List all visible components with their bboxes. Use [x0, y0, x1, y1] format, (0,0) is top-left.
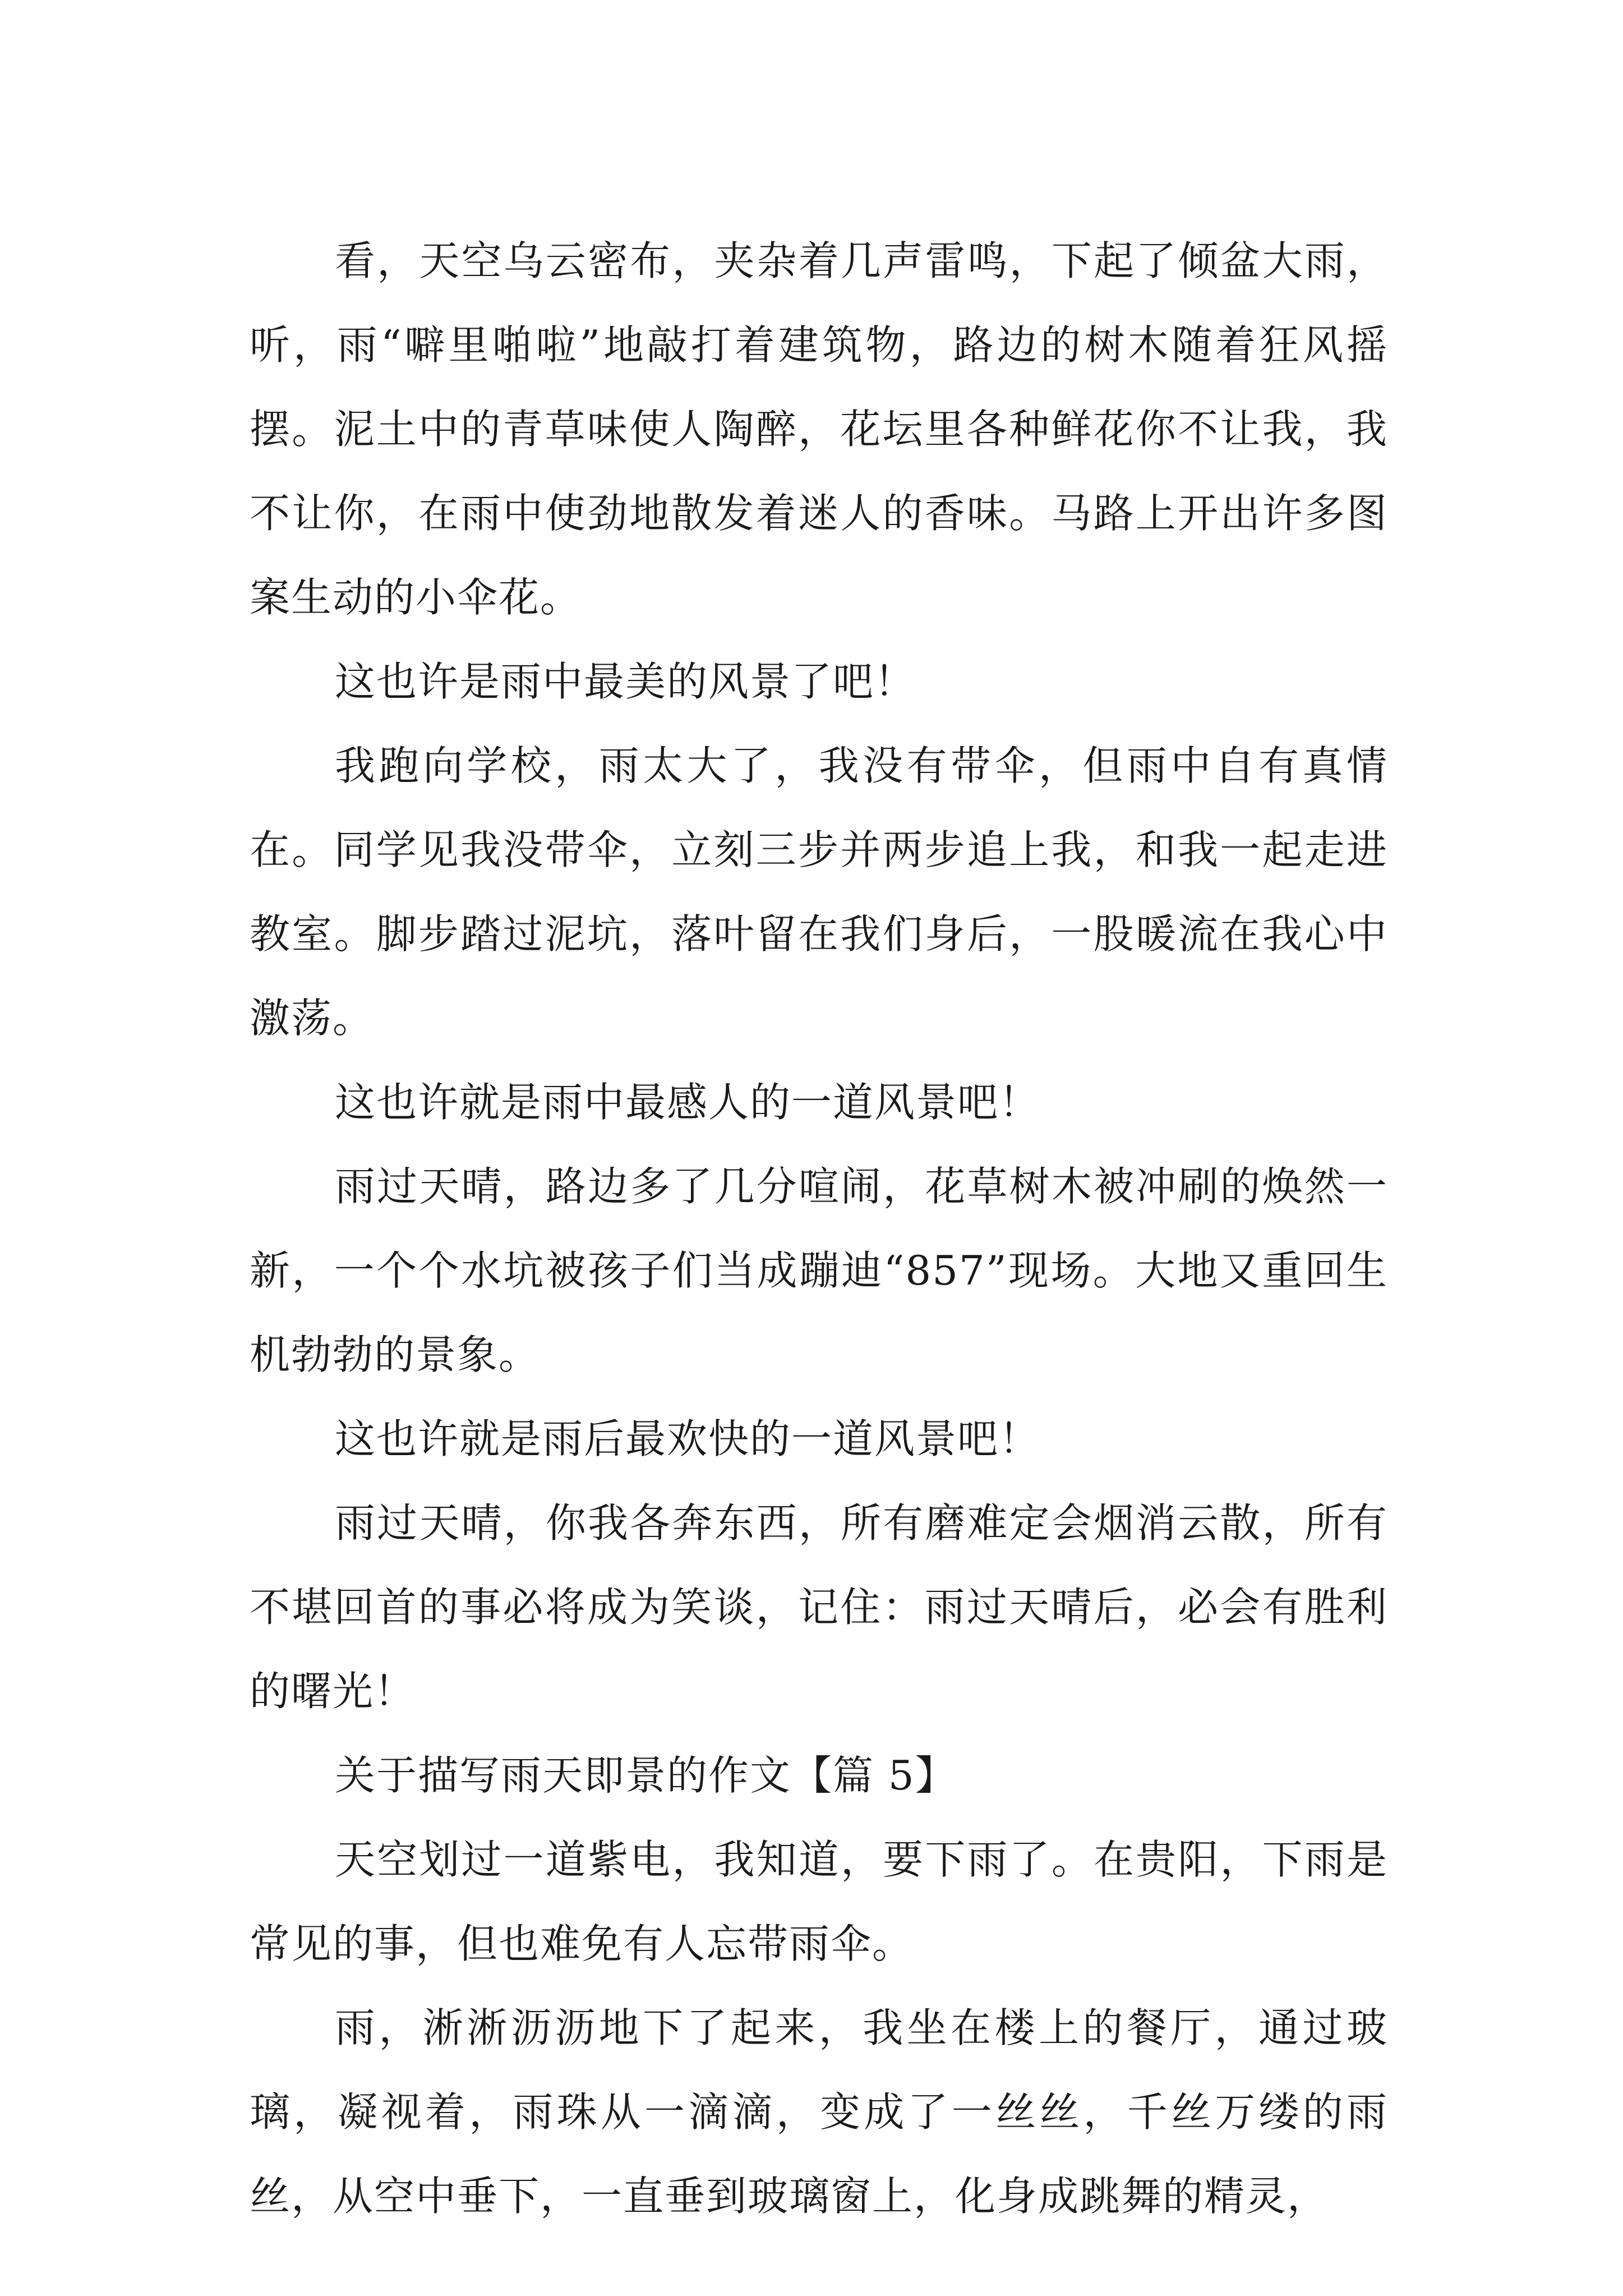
paragraph-7: 雨过天晴，你我各奔东西，所有磨难定会烟消云散，所有不堪回首的事必将成为笑谈，记住：雨过天晴后，必会有胜利的曙光！ [250, 1499, 1388, 1715]
paragraph-2: 这也许是雨中最美的风景了吧！ [335, 658, 916, 705]
paragraph-3: 我跑向学校，雨太大了，我没有带伞，但雨中自有真情在。同学见我没带伞，立刻三步并两步追上我，和我一起走进教室。脚步踏过泥坑，落叶留在我们身后，一股暖流在我心中激荡。 [250, 742, 1388, 1042]
document-body [250, 219, 1388, 2238]
section-heading: 关于描写雨天即景的作文【篇 5】 [335, 1752, 957, 1799]
paragraph-6: 这也许就是雨后最欢快的一道风景吧！ [335, 1415, 1041, 1462]
paragraph-1: 看，天空乌云密布，夹杂着几声雷鸣，下起了倾盆大雨，听，雨“噼里啪啦”地敲打着建筑物，路边的树木随着狂风摇摆。泥土中的青草味使人陶醉，花坛里各种鲜花你不让我，我不让你，在雨中使劲地散发着迷人的香味。马路上开出许多图案生动的小伞花。 [250, 237, 1388, 621]
paragraph-4: 这也许就是雨中最感人的一道风景吧！ [335, 1079, 1041, 1126]
paragraph-8: 天空划过一道紫电，我知道，要下雨了。在贵阳，下雨是常见的事，但也难免有人忘带雨伞。 [250, 1836, 1388, 1967]
paragraph-9: 雨，淅淅沥沥地下了起来，我坐在楼上的餐厅，通过玻璃，凝视着，雨珠从一滴滴，变成了一丝丝，千丝万缕的雨丝，从空中垂下，一直垂到玻璃窗上，化身成跳舞的精灵， [250, 2004, 1388, 2220]
paragraph-5: 雨过天晴，路边多了几分喧闹，花草树木被冲刷的焕然一新，一个个水坑被孩子们当成蹦迪“857”现场。大地又重回生机勃勃的景象。 [250, 1163, 1388, 1378]
